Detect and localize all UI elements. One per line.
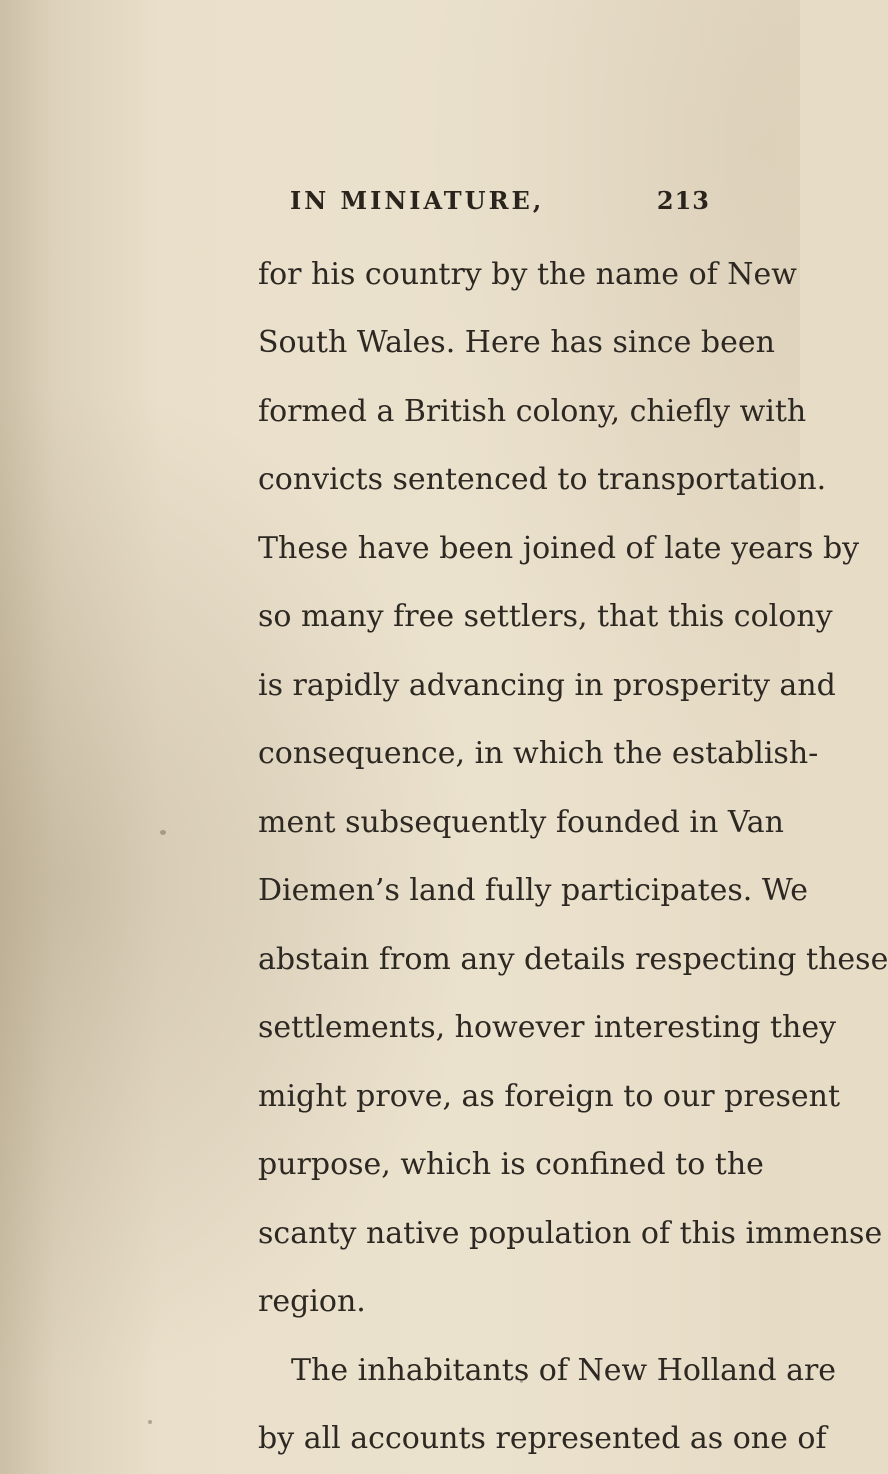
- text-line: Diemen’s land fully participates. We: [258, 873, 809, 908]
- text-line: for his country by the name of New: [258, 257, 797, 292]
- text-line: formed a British colony, chiefly with: [258, 394, 807, 429]
- text-line: might prove, as foreign to our present: [258, 1079, 841, 1114]
- text-line: purpose, which is confined to the: [258, 1147, 764, 1182]
- running-header: [290, 186, 710, 226]
- running-title: IN MINIATURE,: [290, 186, 545, 215]
- text-line: region.: [258, 1284, 366, 1319]
- text-line: These have been joined of late years by: [258, 531, 860, 566]
- text-line: settlements, however interesting they: [258, 1010, 837, 1045]
- text-line: is rapidly advancing in prosperity and: [258, 668, 836, 703]
- paper-speck: [148, 1420, 152, 1424]
- text-line: convicts sentenced to transportation.: [258, 462, 827, 497]
- text-line: South Wales. Here has since been: [258, 325, 775, 360]
- text-line: ment subsequently founded in Van: [258, 805, 784, 840]
- page-number: 213: [656, 186, 710, 215]
- paragraph-first-line: The inhabitants of New Holland are: [291, 1353, 837, 1388]
- paper-speck: [520, 1380, 523, 1383]
- text-line: abstain from any details respecting these: [258, 942, 888, 977]
- text-line: by all accounts represented as one of: [258, 1421, 827, 1456]
- text-line: consequence, in which the establish-: [258, 736, 819, 771]
- text-line: so many free settlers, that this colony: [258, 599, 833, 634]
- paper-speck: [160, 830, 166, 835]
- text-line: scanty native population of this immense: [258, 1216, 883, 1251]
